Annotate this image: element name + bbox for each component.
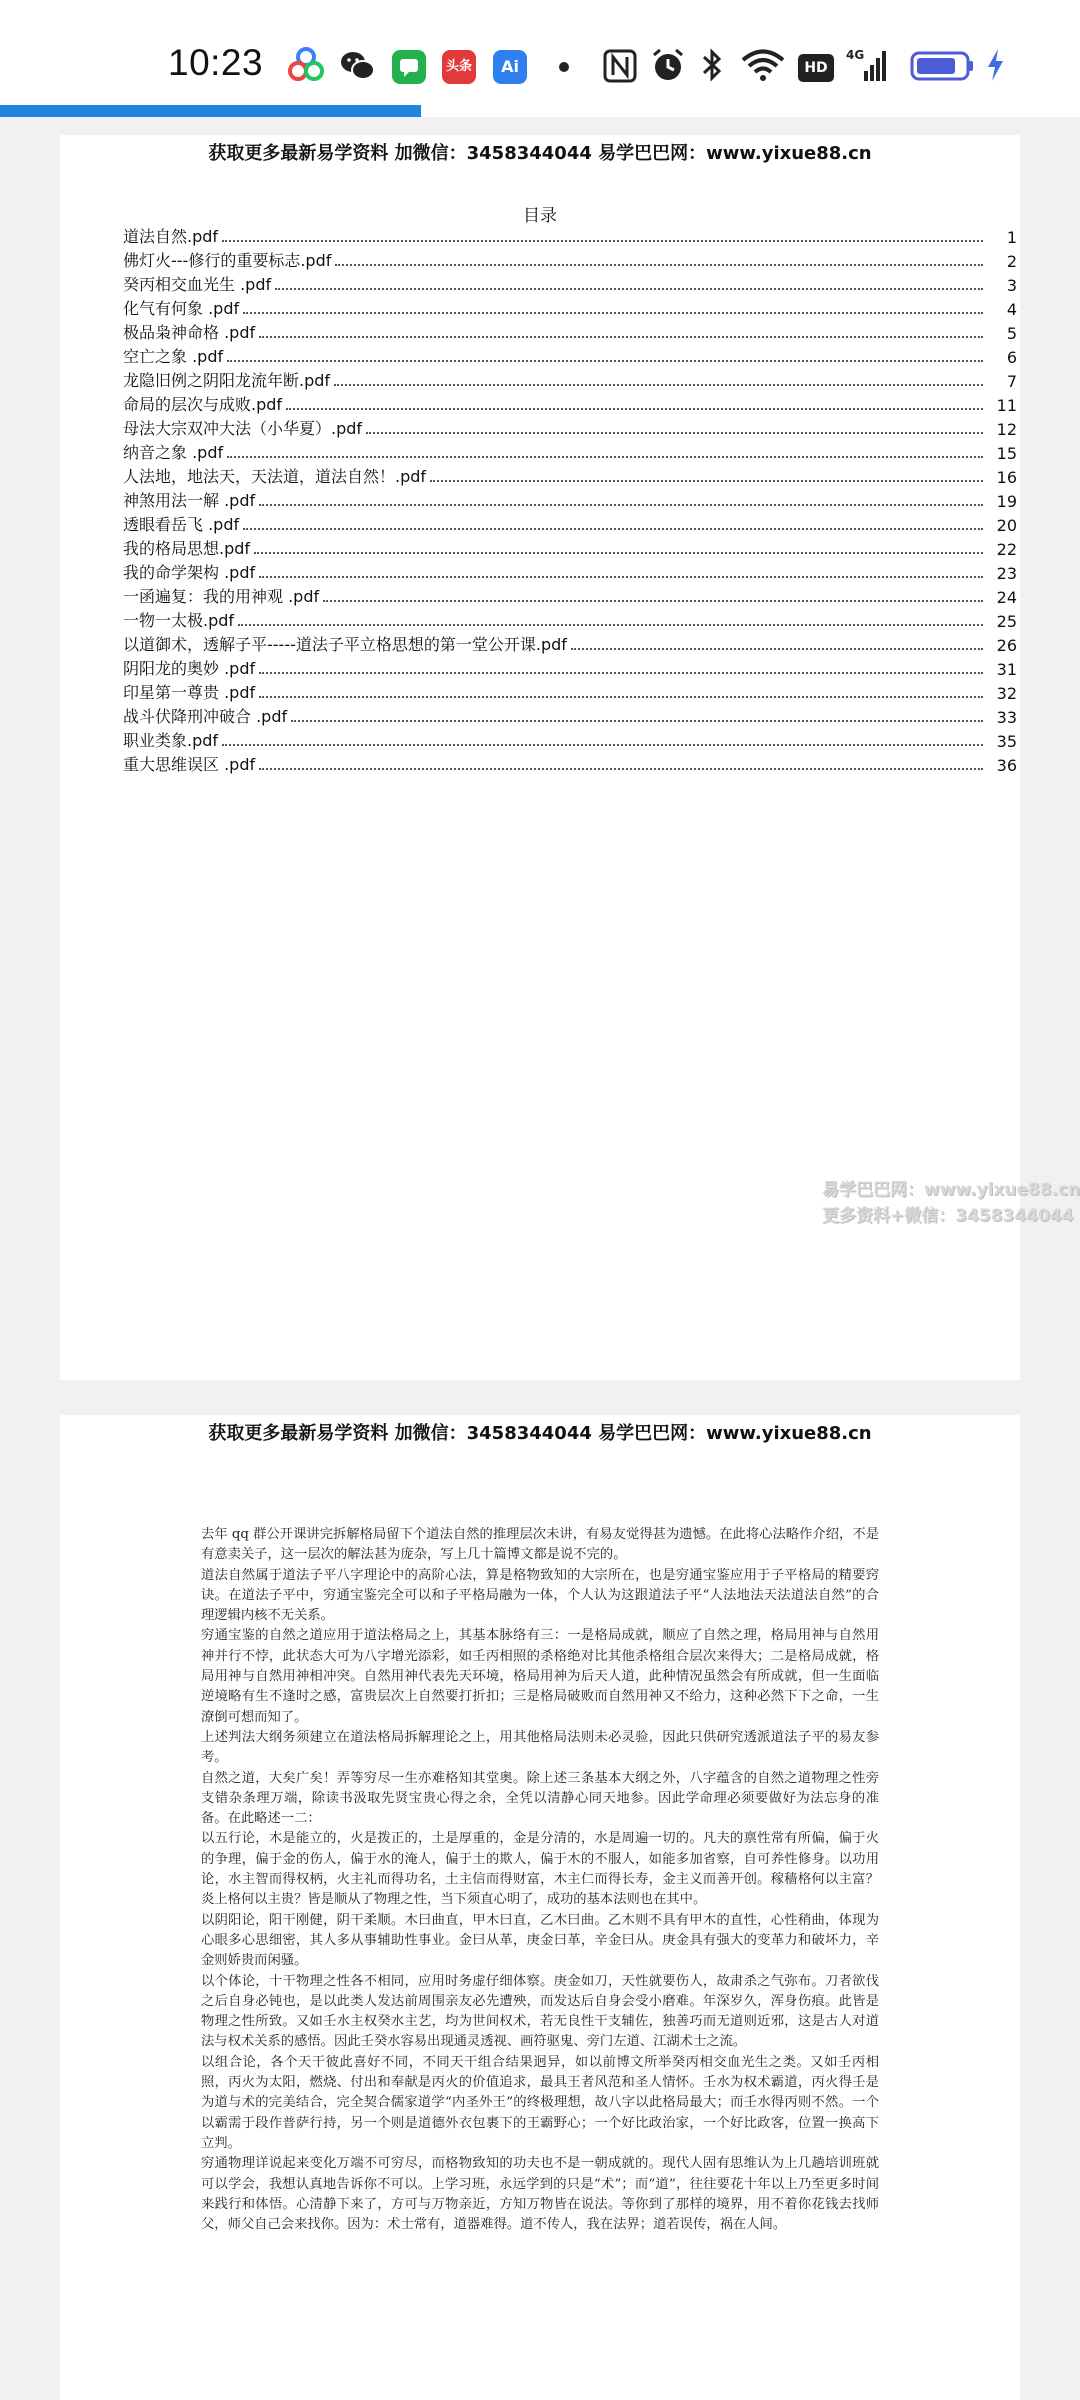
article-paragraph: 上述判法大纲务须建立在道法格局拆解理论之上，用其他格局法则未必灵验，因此只供研究透派道法子平的易友参考。 <box>201 1729 879 1766</box>
signal-4g-label: 4G <box>846 48 865 62</box>
toc-item-page: 35 <box>996 732 1017 751</box>
toc-item-page: 24 <box>996 588 1017 607</box>
toc-item-page: 32 <box>996 684 1017 703</box>
toc-leader-dots <box>222 744 983 746</box>
toc-leader-dots <box>571 648 983 650</box>
article-paragraph: 以组合论，各个天干彼此喜好不同，不同天干组合结果迥异，如以前博文所举癸丙相交血光生之类。又如壬丙相照，丙火为太阳，燃烧、付出和奉献是丙火的价值追求，最具王者风范和圣人情怀。壬水为权术霸道，丙火得壬是为道与术的完美结合，完全契合儒家道学“内圣外王”的终极理想，故八字以此格局最大；而壬水得丙则不然。一个以霸需于段作普萨行持，另一个则是道德外衣包裹下的王霸野心；一个好比政治家，一个好比政客，位置一换高下立判。 <box>201 2054 879 2151</box>
article-paragraph: 道法自然属于道法子平八字理论中的高阶心法，算是格物致知的大宗所在，也是穷通宝鉴应用于子平格局的精要窍诀。在道法子平中，穷通宝鉴完全可以和子平格局融为一体，个人认为这跟道法子平“人法地法天法道法自然”的合理逻辑内核不无关系。 <box>201 1567 879 1624</box>
messages-icon <box>392 50 426 84</box>
toc-item[interactable] <box>123 727 1017 751</box>
toc-item-title: 一函遍复：我的用神观 .pdf <box>123 587 320 606</box>
battery-icon <box>909 45 975 85</box>
toc-title: 目录 <box>523 206 557 226</box>
toc-item[interactable] <box>123 655 1017 679</box>
toc-item-title: 重大思维误区 .pdf <box>123 755 256 774</box>
toc-item-title: 我的命学架构 .pdf <box>123 563 256 582</box>
pdf-page-2[interactable] <box>60 1415 1020 2400</box>
toc-item-page: 6 <box>1006 348 1017 367</box>
toc-leader-dots <box>366 432 983 434</box>
toc-leader-dots <box>259 672 983 674</box>
toc-leader-dots <box>430 480 983 482</box>
toc-item[interactable] <box>123 463 1017 487</box>
toc-item-page: 15 <box>996 444 1017 463</box>
toc-item-title: 透眼看岳飞 .pdf <box>123 515 240 534</box>
toc-item-title: 一物一太极.pdf <box>123 611 235 630</box>
toc-item-title: 神煞用法一解 .pdf <box>123 491 256 510</box>
dot-icon <box>556 45 572 85</box>
toc-item[interactable] <box>123 391 1017 415</box>
toc-item[interactable] <box>123 703 1017 727</box>
toc-leader-dots <box>259 504 983 506</box>
status-time: 10:23 <box>168 42 264 83</box>
toc-item[interactable] <box>123 751 1017 775</box>
toc-item-page: 12 <box>996 420 1017 439</box>
page-header: 获取更多最新易学资料 加微信：3458344044 易学巴巴网：www.yixue88.cn <box>208 143 872 164</box>
toc-item-title: 癸丙相交血光生 .pdf <box>123 275 272 294</box>
toc-item-page: 1 <box>1006 228 1017 247</box>
toc-item-title: 母法大宗双冲大法（小华夏）.pdf <box>123 419 363 438</box>
toc-leader-dots <box>259 576 983 578</box>
toc-item[interactable] <box>123 343 1017 367</box>
toc-item-title: 纳音之象 .pdf <box>123 443 224 462</box>
toc-leader-dots <box>227 456 983 458</box>
toc-item-page: 16 <box>996 468 1017 487</box>
toutiao-icon: 头条 <box>442 50 476 84</box>
toc-item-page: 7 <box>1006 372 1017 391</box>
toc-item-page: 22 <box>996 540 1017 559</box>
toc-item-page: 20 <box>996 516 1017 535</box>
toc-item[interactable] <box>123 583 1017 607</box>
toc-leader-dots <box>259 768 983 770</box>
toc-leader-dots <box>259 336 983 338</box>
toc-item-title: 佛灯火---修行的重要标志.pdf <box>123 251 332 270</box>
toc-leader-dots <box>227 360 983 362</box>
toc-item[interactable] <box>123 295 1017 319</box>
article-paragraph: 以五行论，木是能立的，火是拨正的，土是厚重的，金是分清的，水是周遍一切的。凡夫的禀性常有所偏，偏于火的争理，偏于金的伤人，偏于水的淹人，偏于土的欺人，偏于木的不服人，如能多加省察，自可养性修身。以功用论，水主智而得权柄，火主礼而得功名，土主信而得财富，木主仁而得长寿，金主义而善开创。稼穑格何以主富？炎上格何以主贵？皆是顺从了物理之性，当下须直心明了，成功的基本法则也在其中。 <box>201 1831 879 1908</box>
status-bar <box>0 0 1080 105</box>
toc-item-title: 战斗伏降刑冲破合 .pdf <box>123 707 288 726</box>
toc-leader-dots <box>291 720 983 722</box>
toc-item[interactable] <box>123 319 1017 343</box>
signal-4g-icon <box>846 45 888 85</box>
toc-item[interactable] <box>123 535 1017 559</box>
alarm-icon <box>649 45 687 85</box>
toc-leader-dots <box>335 264 983 266</box>
toc-leader-dots <box>286 408 983 410</box>
wifi-icon <box>740 45 786 85</box>
toc-item-page: 11 <box>996 396 1017 415</box>
watermark-line-2: 更多资料+微信：3458344044 <box>822 1206 1074 1226</box>
article-paragraph: 以个体论，十干物理之性各不相同，应用时务虚仔细体察。庚金如刀，天性就要伤人，故肃杀之气弥布。刀者欲伐之后自身必钝也，是以此类人发达前周围亲友必先遭殃，而发达后自身会受小磨难。年深岁久，浑身伤痕。此皆是物理之性所致。又如壬水主权癸水主艺，均为世间权术，若无良性干支辅佐，独善巧而无道则近邪，这是古人对道法与权术关系的感悟。因此壬癸水容易出现通灵透视、画符驱鬼、旁门左道、江湖术士之流。 <box>201 1973 879 2050</box>
toc-item[interactable] <box>123 511 1017 535</box>
toc-item[interactable] <box>123 223 1017 247</box>
nfc-icon <box>602 45 638 85</box>
toc-item-title: 空亡之象 .pdf <box>123 347 224 366</box>
toc-item[interactable] <box>123 439 1017 463</box>
toc-item-title: 道法自然.pdf <box>123 227 219 246</box>
toc-leader-dots <box>334 384 983 386</box>
toc-leader-dots <box>323 600 983 602</box>
multicolor-app-icon <box>286 45 326 85</box>
toc-item-page: 31 <box>996 660 1017 679</box>
article-body <box>201 1525 879 2235</box>
toc-item-page: 33 <box>996 708 1017 727</box>
toc-item-title: 我的格局思想.pdf <box>123 539 251 558</box>
reading-progress-fill <box>0 105 421 117</box>
article-paragraph: 以阴阳论，阳干刚健，阴干柔顺。木曰曲直，甲木曰直，乙木曰曲。乙木则不具有甲木的直性，心性稍曲，体现为心眼多心思细密，其人多从事辅助性事业。金曰从革，庚金曰革，辛金曰从。庚金具有强大的变革力和破坏力，辛金则娇贵而闲骚。 <box>201 1912 879 1969</box>
toc-item[interactable] <box>123 559 1017 583</box>
toc-item-title: 人法地，地法天，天法道，道法自然！.pdf <box>123 467 427 486</box>
toc-item-page: 5 <box>1006 324 1017 343</box>
toc-item-page: 25 <box>996 612 1017 631</box>
toc-leader-dots <box>259 696 983 698</box>
toc-item[interactable] <box>123 247 1017 271</box>
page-header: 获取更多最新易学资料 加微信：3458344044 易学巴巴网：www.yixue88.cn <box>208 1423 872 1444</box>
article-paragraph: 自然之道，大矣广矣！弄等穷尽一生亦难格知其堂奥。除上述三条基本大纲之外，八字蕴含的自然之道物理之性旁支错杂条理万端，除读书汲取先贤宝贵心得之余，全凭以清静心同天地参。因此学命理必须要做好为法忘身的准备。在此略述一二： <box>201 1770 879 1827</box>
toc-item[interactable] <box>123 631 1017 655</box>
toc-leader-dots <box>243 528 983 530</box>
toc-item-page: 4 <box>1006 300 1017 319</box>
toc-item-page: 36 <box>996 756 1017 775</box>
toc-item[interactable] <box>123 607 1017 631</box>
toc-item-title: 职业类象.pdf <box>123 731 219 750</box>
wechat-icon <box>337 45 377 85</box>
ai-app-icon: Ai <box>493 50 527 84</box>
article-paragraph: 去年 qq 群公开课讲完拆解格局留下个道法自然的推理层次未讲，有易友觉得甚为遗憾。在此将心法略作介绍，不是有意卖关子，这一层次的解法甚为庞杂，写上几十篇博文都是说不完的。 <box>201 1527 879 1563</box>
toc-item-title: 以道御术，透解子平-----道法子平立格思想的第一堂公开课.pdf <box>123 635 567 654</box>
watermark-line-1: 易学巴巴网：www.yixue88.cn <box>822 1180 1080 1200</box>
toc-leader-dots <box>275 288 983 290</box>
toc-leader-dots <box>243 312 983 314</box>
toc-item-title: 阴阳龙的奥妙 .pdf <box>123 659 256 678</box>
toc-item-title: 命局的层次与成败.pdf <box>123 395 283 414</box>
bluetooth-icon <box>697 45 727 85</box>
toc-item-title: 龙隐旧例之阴阳龙流年断.pdf <box>123 371 331 390</box>
hd-icon: HD <box>798 54 834 82</box>
toc-item-page: 26 <box>996 636 1017 655</box>
toc-item[interactable] <box>123 679 1017 703</box>
toc-item-page: 3 <box>1006 276 1017 295</box>
toc-item[interactable] <box>123 271 1017 295</box>
toc-leader-dots <box>254 552 983 554</box>
toc-item-title: 极品枭神命格 .pdf <box>123 323 256 342</box>
toc-item-title: 化气有何象 .pdf <box>123 299 240 318</box>
toc-item-page: 23 <box>996 564 1017 583</box>
toc-leader-dots <box>222 240 983 242</box>
article-paragraph: 穷通宝鉴的自然之道应用于道法格局之上，其基本脉络有三：一是格局成就，顺应了自然之理，格局用神与自然用神并行不悖，此状态大可为八字增光添彩，如壬丙相照的杀格绝对比其他杀格组合层次来得大；二是格局成就，格局用神与自然用神相冲突。自然用神代表先天环境，格局用神为后天人道，此种情况虽然会有所成就，但一生面临逆境略有生不逢时之感，富贵层次上自然要打折扣；三是格局破败而自然用神又不给力，这种必然下下之命，一生潦倒可想而知了。 <box>201 1628 879 1725</box>
charging-icon <box>984 45 1006 85</box>
reading-progress-bar <box>0 105 1080 117</box>
toc-item-page: 19 <box>996 492 1017 511</box>
toc-leader-dots <box>238 624 983 626</box>
toc-item[interactable] <box>123 415 1017 439</box>
article-paragraph: 穷通物理详说起来变化万端不可穷尽，而格物致知的功夫也不是一朝成就的。现代人固有思维认为上几趟培训班就可以学会，我想认真地告诉你不可以。上学习班，永远学到的只是“术”；而“道”，往往要花十年以上乃至更多时间来践行和体悟。心清静下来了，方可与万物亲近，方知万物皆在说法。等你到了那样的境界，用不着你花钱去找师父，师父自己会来找你。因为：术士常有，道器难得。道不传人，我在法界；道若误传，祸在人间。 <box>201 2156 879 2233</box>
toc-item[interactable] <box>123 367 1017 391</box>
toc-list <box>123 223 1017 775</box>
toc-item-page: 2 <box>1006 252 1017 271</box>
toc-item[interactable] <box>123 487 1017 511</box>
toc-item-title: 印星第一尊贵 .pdf <box>123 683 256 702</box>
pdf-page-1[interactable] <box>60 135 1080 1380</box>
